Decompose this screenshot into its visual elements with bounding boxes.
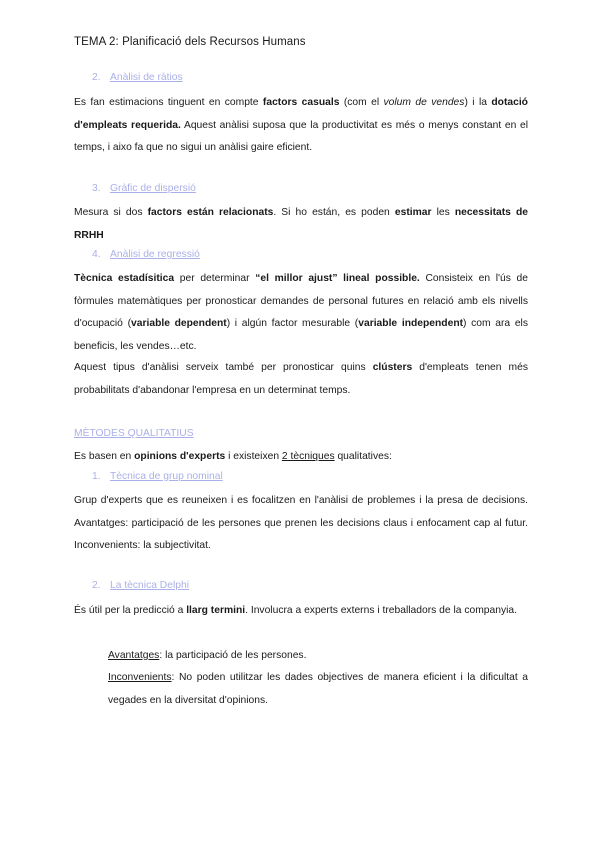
page-header: TEMA 2: Planificació dels Recursos Humans — [74, 36, 306, 48]
heading-text: Gràfic de dispersió — [110, 183, 196, 194]
paragraph-regressio — [74, 268, 528, 358]
heading-number: 2. — [92, 580, 101, 591]
bold-text: factors están relacionats — [147, 207, 274, 218]
heading-analisi-ratios — [92, 72, 183, 83]
heading-analisi-regressio — [92, 249, 200, 260]
heading-number: 3. — [92, 183, 101, 194]
heading-text: Anàlisi de regressió — [110, 249, 200, 260]
heading-text: La tècnica Delphi — [110, 580, 189, 591]
text: Mesura si dos — [74, 207, 148, 218]
bold-text: “el millor ajust” lineal possible. — [255, 273, 420, 284]
text: (com el — [339, 97, 384, 108]
text: Es fan estimacions tinguent en compte — [74, 97, 263, 108]
italic-text: volum de vendes — [383, 97, 465, 108]
text: . Involucra a experts externs i treballadors de la companyia. — [245, 605, 517, 616]
text: Consisteix en l'ús de fòrmules matemàtiques per pronosticar demandes de personal futures en relació amb els nivells d'ocupació ( — [74, 273, 528, 329]
text: Es basen en — [74, 451, 135, 462]
paragraph-ratios — [74, 92, 528, 160]
paragraph-delphi — [74, 600, 528, 623]
underlined-text: 2 tècniques — [281, 451, 335, 462]
heading-metodes-qualitatius: MÈTODES QUALITATIUS — [74, 428, 194, 439]
bold-text: Tècnica estadísitica — [74, 273, 175, 284]
text: per determinar — [174, 273, 256, 284]
bold-text: dotació d'empleats requerida. — [74, 97, 528, 131]
text: i existeixen — [225, 451, 282, 462]
paragraph-qualitatius — [74, 446, 528, 469]
heading-text: Tècnica de grup nominal — [110, 471, 223, 482]
text: . Si ho están, es poden — [273, 207, 395, 218]
bold-text: estimar — [394, 207, 432, 218]
bold-text: llarg termini — [186, 605, 246, 616]
text: : la participació de les persones. — [159, 650, 307, 661]
text: qualitatives: — [334, 451, 392, 462]
text: les — [431, 207, 455, 218]
bold-text: necessitats de RRHH — [74, 207, 528, 241]
bold-text: variable independent — [358, 318, 464, 329]
heading-text: Anàlisi de ràtios — [110, 72, 183, 83]
text: És útil per la predicció a — [74, 605, 187, 616]
text: Aquest tipus d'anàlisi serveix també per pronosticar quins — [74, 362, 373, 373]
text: d'empleats tenen més probabilitats d'abandonar l'empresa en un determinat temps. — [74, 362, 529, 396]
text: ) i la — [464, 97, 492, 108]
heading-number: 2. — [92, 72, 101, 83]
bold-text: factors casuals — [262, 97, 340, 108]
delphi-avantatges — [108, 645, 528, 668]
underlined-label: Inconvenients — [108, 672, 172, 683]
underlined-label: Avantatges — [108, 650, 160, 661]
bold-text: clústers — [372, 362, 413, 373]
text: : No poden utilitzar les dades objectives de manera eficient i la dificultat a vegades en la diversitat d'opinions. — [108, 672, 528, 706]
paragraph-clusters — [74, 357, 528, 402]
paragraph-grup-nominal: Grup d'experts que es reuneixen i es focalitzen en l'anàlisi de problemes i la presa de decisions. Avantatges: participació de les persones que prenen les decisions claus i enfocament cap al futur. Inconvenients: la subjectivitat. — [74, 495, 528, 551]
text: ) i algún factor mesurable ( — [226, 318, 359, 329]
bold-text: variable dependent — [131, 318, 227, 329]
heading-tecnica-delphi — [92, 580, 189, 591]
paragraph-dispersio — [74, 202, 528, 247]
bold-text: opinions d'experts — [134, 451, 226, 462]
heading-number: 1. — [92, 471, 101, 482]
text: Aquest anàlisi suposa que la productivitat es més o menys constant en el temps, i aixo fa que no sigui un anàlisi gaire eficient. — [74, 119, 528, 153]
heading-grafic-dispersio — [92, 183, 196, 194]
text: ) com ara els beneficis, les vendes…etc. — [74, 318, 528, 352]
heading-number: 4. — [92, 249, 101, 260]
delphi-inconvenients — [108, 667, 528, 712]
heading-grup-nominal — [92, 471, 223, 482]
